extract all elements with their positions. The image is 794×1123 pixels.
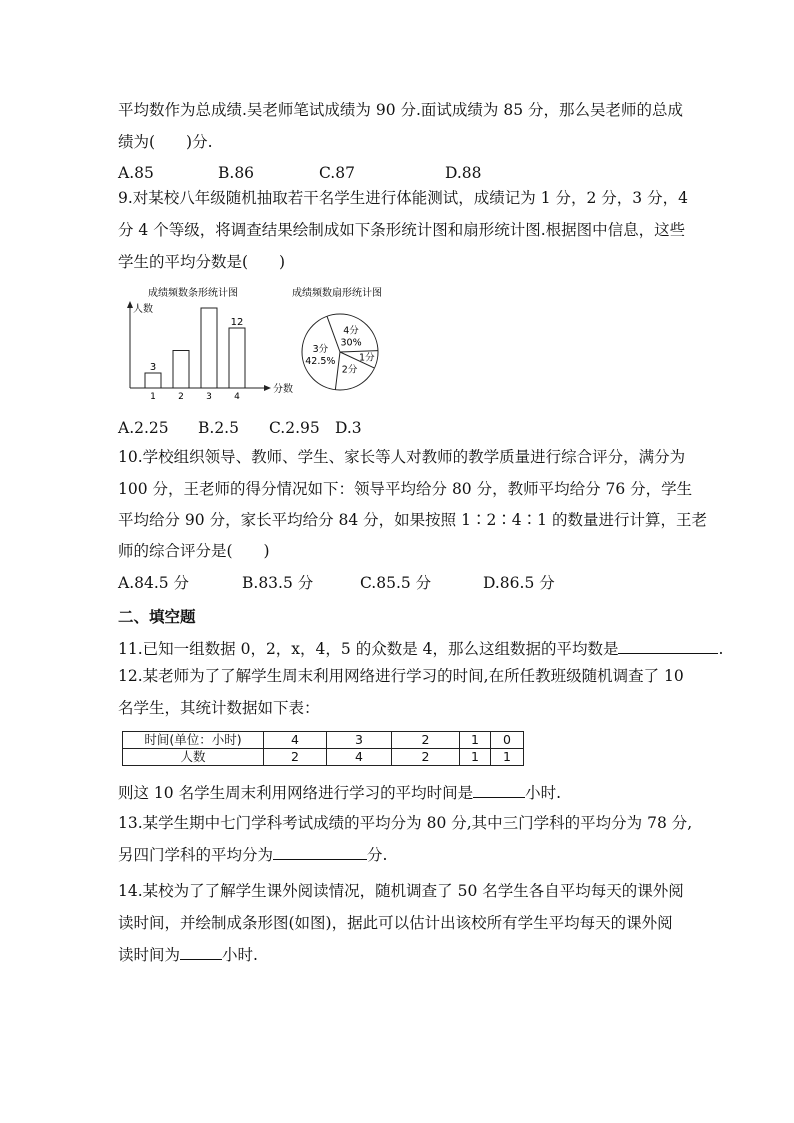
q13-line-2a: 另四门学科的平均分为 xyxy=(118,846,274,864)
table-cell: 4 xyxy=(264,732,327,749)
q9-option-b: B.2.5 xyxy=(198,419,239,437)
q14-answer-blank[interactable] xyxy=(180,943,222,960)
q12-line-3 xyxy=(118,781,561,804)
q12-answer-blank[interactable] xyxy=(473,781,525,798)
pie-chart-title: 成绩频数扇形统计图 xyxy=(292,288,382,299)
table-cell: 1 xyxy=(460,732,491,749)
section-title: 二、填空题 xyxy=(118,607,196,626)
q10-option-c: C.85.5 分 xyxy=(360,574,432,592)
q11-answer-blank[interactable] xyxy=(618,637,718,654)
q8-option-d: D.88 xyxy=(445,164,482,182)
q9-option-a: A.2.25 xyxy=(118,419,169,437)
bar-4 xyxy=(229,328,245,388)
q10-line-4: 师的综合评分是( ) xyxy=(118,542,270,560)
q9-option-d: D.3 xyxy=(335,419,362,437)
q8-line-2: 绩为( )分. xyxy=(118,133,213,151)
q13-line-1: 13.某学生期中七门学科考试成绩的平均分为 80 分,其中三门学科的平均分为 78 分, xyxy=(118,814,693,832)
x-axis-arrow xyxy=(264,385,271,391)
q12-data-table xyxy=(122,731,524,766)
pie-slice-label: 4分 xyxy=(343,325,359,337)
q8-line-1: 平均数作为总成绩.吴老师笔试成绩为 90 分.面试成绩为 85 分，那么吴老师的总成 xyxy=(118,101,684,119)
q10-line-2: 100 分，王老师的得分情况如下：领导平均给分 80 分，教师平均给分 76 分，学生 xyxy=(118,480,693,498)
table-cell: 2 xyxy=(392,749,460,766)
q12-after-b: 小时. xyxy=(525,784,562,802)
q8-option-b: B.86 xyxy=(218,164,255,182)
table-cell: 4 xyxy=(327,749,392,766)
table-cell: 1 xyxy=(491,749,524,766)
q13-line-2 xyxy=(118,843,387,866)
pie-slice-percent: 42.5% xyxy=(305,356,336,368)
q9-options xyxy=(118,417,362,439)
q10-options xyxy=(118,572,555,594)
pie-slice-label: 2分 xyxy=(341,364,358,376)
q10-option-a: A.84.5 分 xyxy=(118,574,190,592)
q10-option-d: D.86.5 分 xyxy=(483,574,555,592)
bar-chart-xlabel: 分数 xyxy=(273,384,293,395)
table-cell: 0 xyxy=(491,732,524,749)
q12-after-a: 则这 10 名学生周末利用网络进行学习的平均时间是 xyxy=(118,784,474,802)
q14-line-1: 14.某校为了了解学生课外阅读情况，随机调查了 50 名学生各自平均每天的课外阅 xyxy=(118,882,684,900)
q10-line-1: 10.学校组织领导、教师、学生、家长等人对教师的教学质量进行综合评分，满分为 xyxy=(118,448,686,466)
q10-option-b: B.83.5 分 xyxy=(242,574,314,592)
bar-chart-ylabel: 人数 xyxy=(133,304,153,315)
q9-option-c: C.2.95 xyxy=(269,419,320,437)
table-cell: 2 xyxy=(264,749,327,766)
pie-slice-label: 3分 xyxy=(312,344,329,356)
table-row xyxy=(123,732,524,749)
q13-answer-blank[interactable] xyxy=(273,843,367,860)
q13-line-2b: 分. xyxy=(367,846,388,864)
q12-line-1: 12.某老师为了了解学生周末利用网络进行学习的时间,在所任教班级随机调查了 10 xyxy=(118,667,684,685)
bar-chart-title: 成绩频数条形统计图 xyxy=(148,288,238,299)
bar-chart xyxy=(118,284,293,404)
q8-option-a: A.85 xyxy=(118,164,154,182)
table-row xyxy=(123,749,524,766)
x-tick-label: 2 xyxy=(178,392,184,402)
q9-line-2: 分 4 个等级，将调查结果绘制成如下条形统计图和扇形统计图.根据图中信息，这些 xyxy=(118,221,686,239)
q11-text: 11.已知一组数据 0，2，x，4，5 的众数是 4，那么这组数据的平均数是 xyxy=(118,640,619,658)
q11-end: . xyxy=(718,640,724,658)
pie-slice-label: 1分 xyxy=(359,352,375,364)
bar-1 xyxy=(145,373,161,388)
q12-line-2: 名学生，其统计数据如下表： xyxy=(118,699,320,717)
bar-2 xyxy=(173,351,189,389)
table-cell: 2 xyxy=(392,732,460,749)
bar-3 xyxy=(201,308,217,388)
pie-slice-percent: 30% xyxy=(340,337,362,349)
pie-chart xyxy=(290,284,400,404)
q9-line-1: 9.对某校八年级随机抽取若干名学生进行体能测试，成绩记为 1 分，2 分，3 分，4 xyxy=(118,189,688,207)
q8-option-c: C.87 xyxy=(319,164,355,182)
x-tick-label: 3 xyxy=(206,392,212,402)
table-header-count: 人数 xyxy=(123,749,264,766)
bar-data-label: 12 xyxy=(230,317,244,328)
bar-data-label: 3 xyxy=(149,362,157,373)
q14-line-2: 读时间，并绘制成条形图(如图)，据此可以估计出该校所有学生平均每天的课外阅 xyxy=(118,914,673,932)
q11-line xyxy=(118,637,723,660)
table-header-time: 时间(单位：小时) xyxy=(123,732,264,749)
q14-line-3 xyxy=(118,943,258,966)
q10-line-3: 平均给分 90 分，家长平均给分 84 分，如果按照 1∶2∶4∶1 的数量进行计算，王老 xyxy=(118,511,707,529)
q14-line-3a: 读时间为 xyxy=(118,946,181,964)
q9-line-3: 学生的平均分数是( ) xyxy=(118,253,286,271)
q8-options xyxy=(118,162,482,184)
table-cell: 1 xyxy=(460,749,491,766)
x-tick-label: 4 xyxy=(234,392,240,402)
table-cell: 3 xyxy=(327,732,392,749)
x-tick-label: 1 xyxy=(150,392,156,402)
q14-line-3b: 小时. xyxy=(222,946,258,964)
